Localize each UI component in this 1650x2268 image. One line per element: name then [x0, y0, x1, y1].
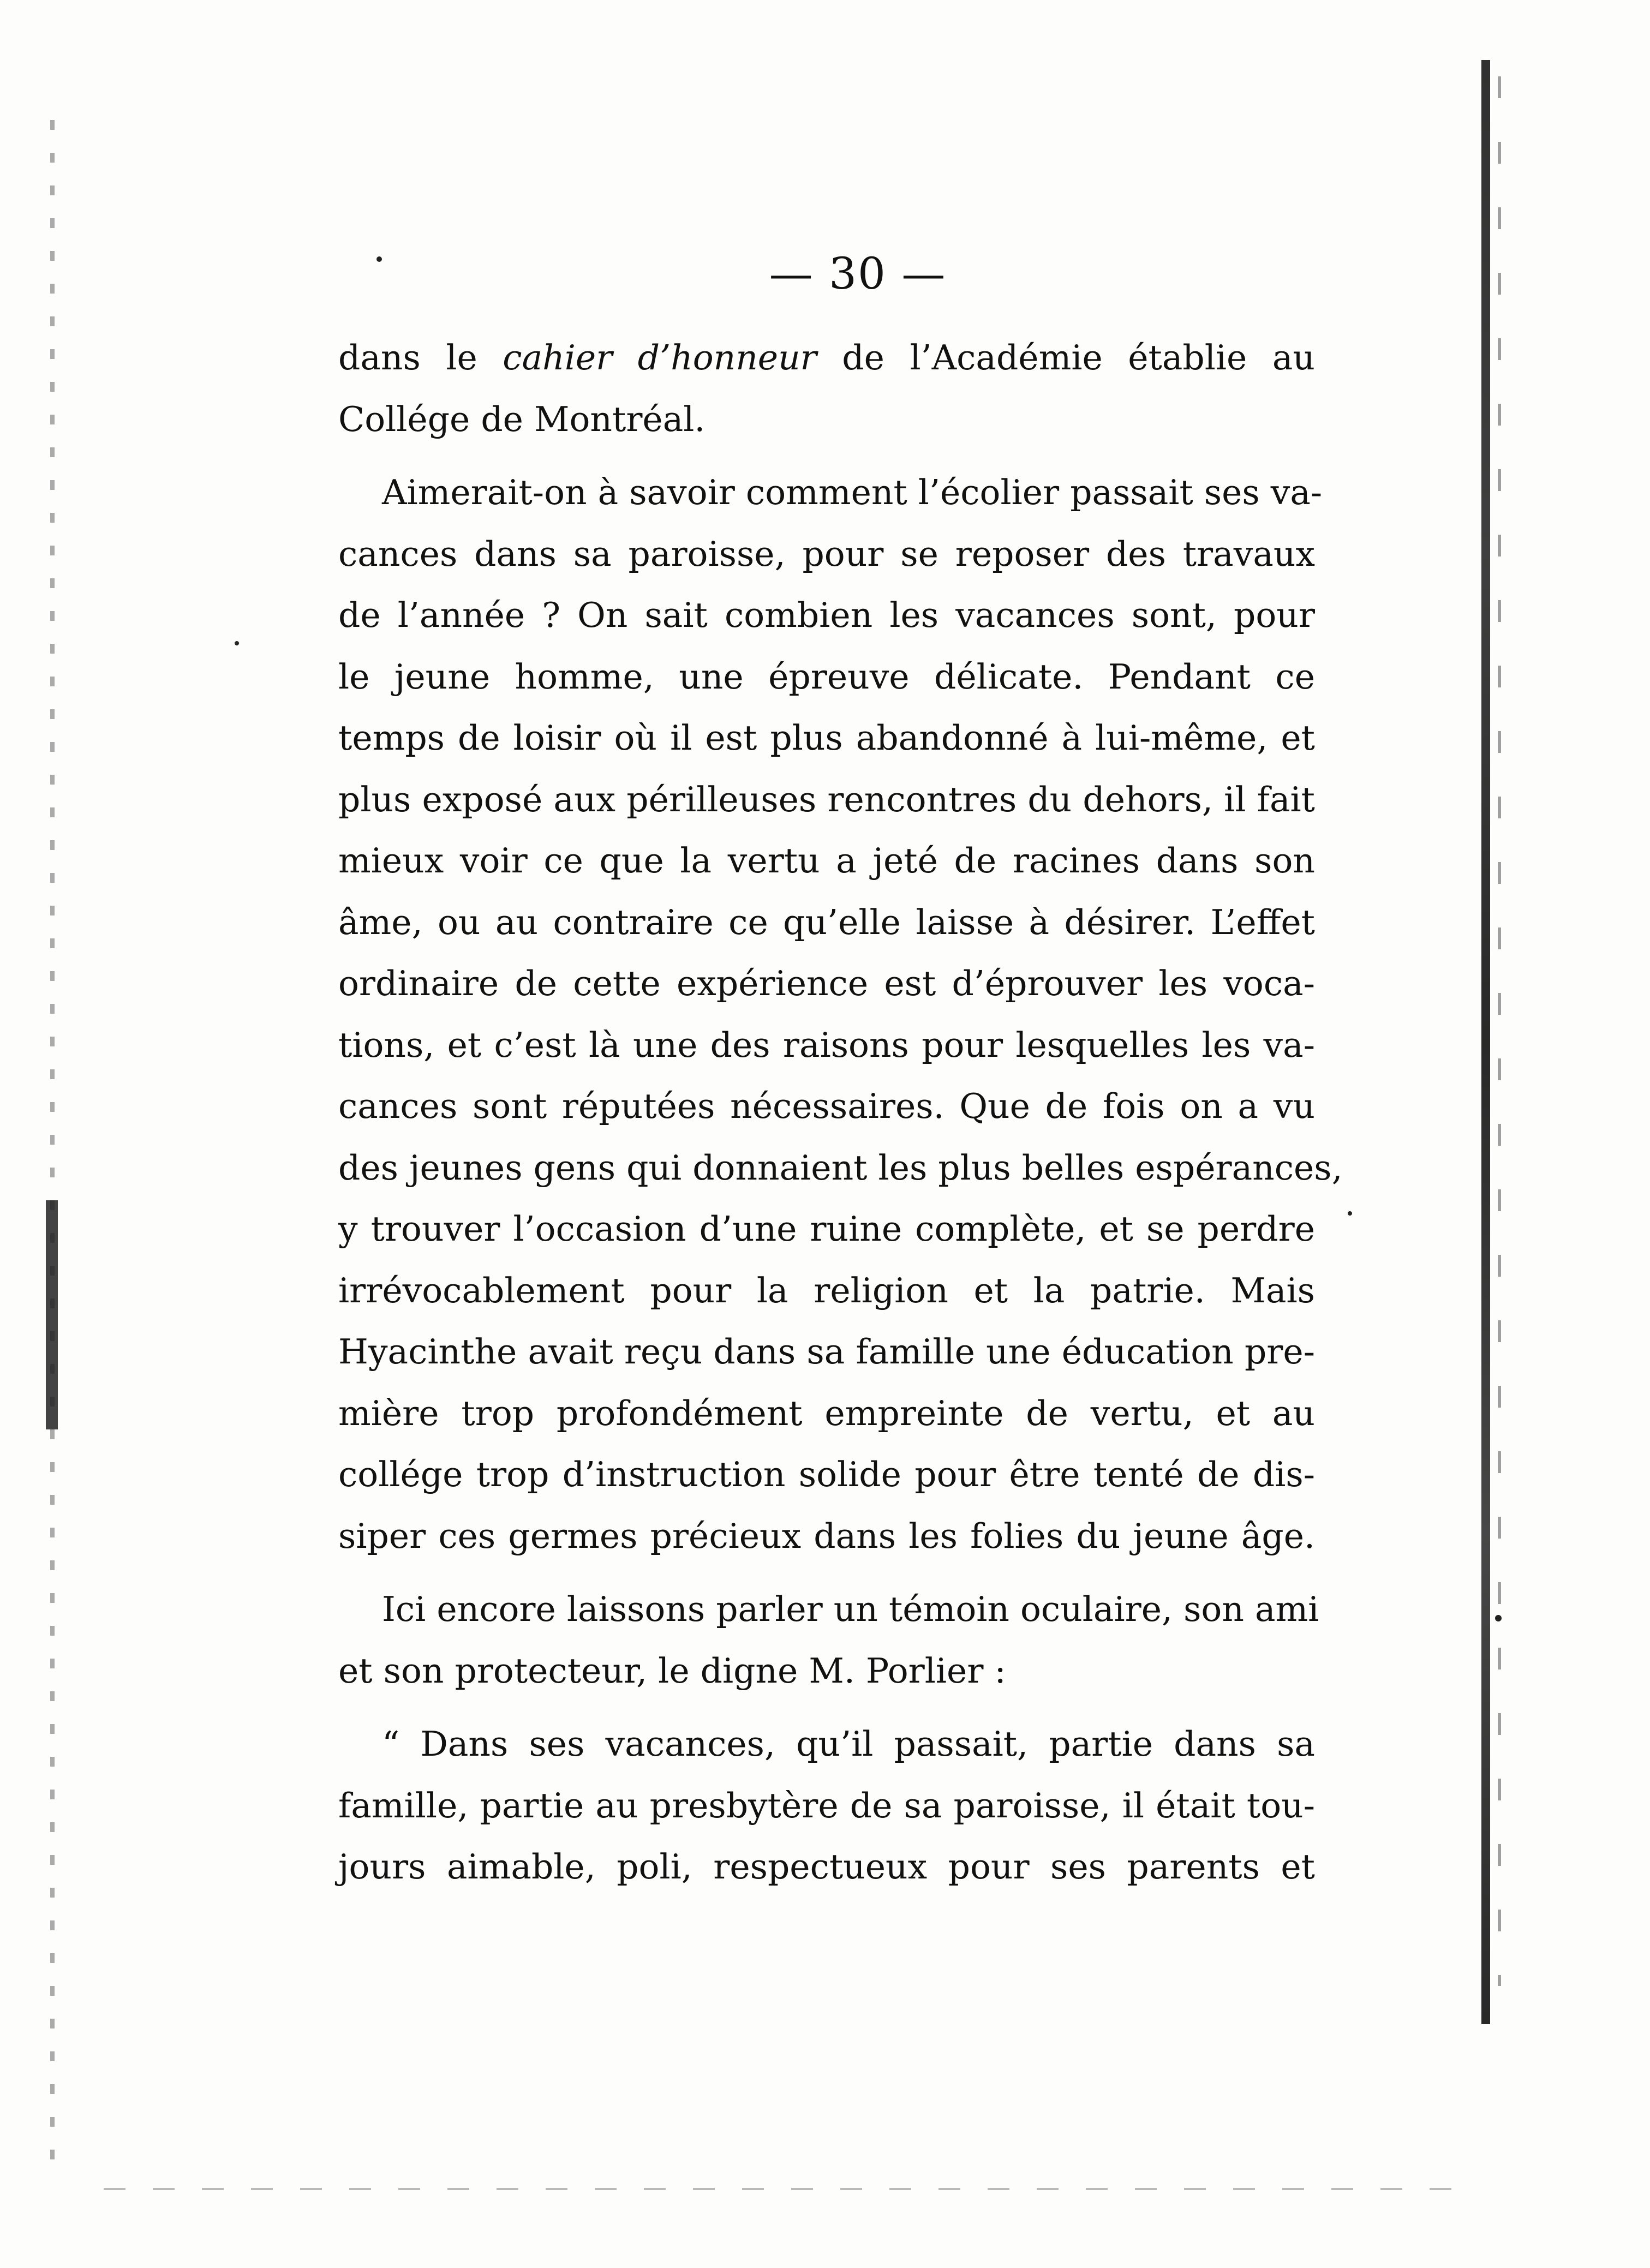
page-edge-bottom: [104, 2188, 1468, 2190]
body-text: [338, 327, 1343, 1898]
ink-speck: [235, 641, 239, 645]
binding-shadow-right: [1481, 60, 1490, 2024]
text-line: irrévocablement pour la religion et la patrie. Mais: [338, 1270, 1315, 1310]
text-line: famille, partie au presbytère de sa paroisse, il était tou-: [338, 1785, 1315, 1826]
text-line: dans le cahier d’honneur de l’Académie établie au: [338, 338, 1316, 378]
text-line: Ici encore laissons parler un témoin oculaire, son ami: [382, 1589, 1319, 1629]
text-line: de l’année ? On sait combien les vacances sont, pour: [338, 595, 1315, 635]
text-line: mière trop profondément empreinte de vertu, et au: [338, 1393, 1315, 1433]
page-edge-left-mark: [46, 1200, 58, 1429]
italic-phrase: cahier d’honneur: [503, 338, 817, 378]
text-line: des jeunes gens qui donnaient les plus belles espérances,: [338, 1147, 1343, 1188]
text-line: “ Dans ses vacances, qu’il passait, partie dans sa: [382, 1724, 1315, 1764]
text-line: cances dans sa paroisse, pour se reposer des travaux: [338, 534, 1315, 574]
page-number-header: — 30 —: [769, 248, 947, 299]
text-line: collége trop d’instruction solide pour être tenté de dis-: [338, 1455, 1315, 1494]
text-line: mieux voir ce que la vertu a jeté de racines dans son: [338, 841, 1315, 881]
text-line: cances sont réputées nécessaires. Que de fois on a vu: [338, 1086, 1315, 1126]
text-line: ordinaire de cette expérience est d’éprouver les voca-: [338, 964, 1315, 1003]
binding-marks-right: [1498, 76, 1501, 1986]
ink-speck: [1495, 1615, 1502, 1621]
text-line: jours aimable, poli, respectueux pour ses parents et: [338, 1847, 1315, 1887]
text-line: siper ces germes précieux dans les folies du jeune âge.: [338, 1516, 1315, 1556]
text-line: Hyacinthe avait reçu dans sa famille une éducation pre-: [338, 1332, 1315, 1372]
page-edge-left: [50, 120, 55, 2182]
text-line: y trouver l’occasion d’une ruine complète, et se perdre: [338, 1209, 1315, 1249]
text-line: tions, et c’est là une des raisons pour lesquelles les va-: [338, 1025, 1315, 1065]
text-line: plus exposé aux périlleuses rencontres du dehors, il fait: [338, 779, 1315, 819]
text-line: le jeune homme, une épreuve délicate. Pendant ce: [338, 656, 1315, 697]
ink-speck: [1348, 1211, 1352, 1216]
text-line: Aimerait-on à savoir comment l’écolier passait ses va-: [382, 472, 1323, 512]
text-line: temps de loisir où il est plus abandonné à lui-même, et: [338, 718, 1315, 758]
text-line: et son protecteur, le digne M. Porlier :: [338, 1650, 1006, 1691]
text-line: Collége de Montréal.: [338, 399, 706, 439]
text-line: âme, ou au contraire ce qu’elle laisse à désirer. L’effet: [338, 902, 1315, 942]
